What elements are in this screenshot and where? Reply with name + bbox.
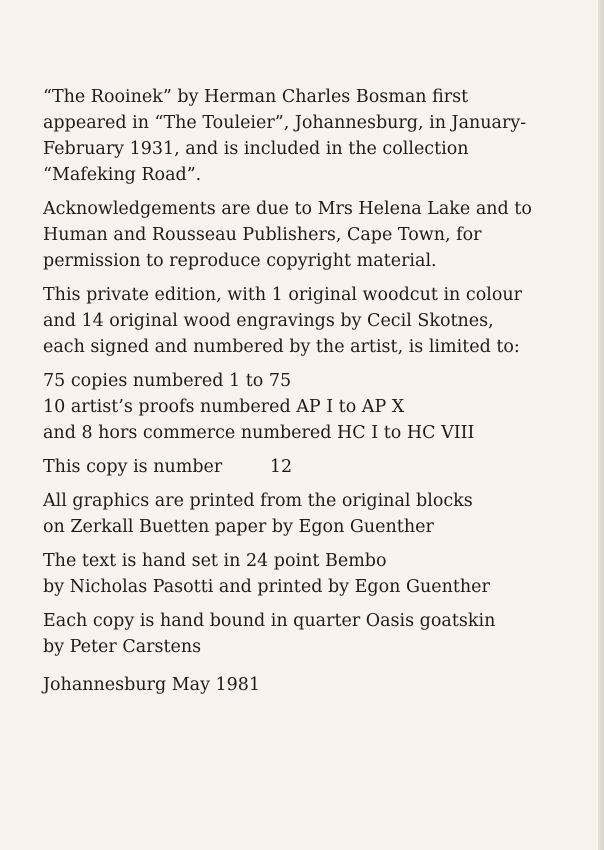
text-line: February 1931, and is included in the collection bbox=[43, 139, 469, 159]
text-line: on Zerkall Buetten paper by Egon Guenther bbox=[43, 517, 434, 537]
text-line: and 8 hors commerce numbered HC I to HC VIII bbox=[43, 423, 475, 443]
text-line: permission to reproduce copyright material. bbox=[43, 251, 437, 271]
copy-number-value: 12 bbox=[269, 457, 293, 477]
text-line: 75 copies numbered 1 to 75 bbox=[43, 371, 292, 391]
text-line: by Nicholas Pasotti and printed by Egon Guenther bbox=[43, 577, 490, 597]
place-and-date: Johannesburg May 1981 bbox=[43, 675, 261, 695]
paragraph-publication bbox=[43, 84, 563, 188]
text-line: The text is hand set in 24 point Bembo bbox=[43, 551, 387, 571]
text-line: Human and Rousseau Publishers, Cape Town, for bbox=[43, 225, 482, 245]
colophon-text bbox=[43, 84, 563, 698]
paragraph-binding bbox=[43, 608, 563, 660]
paragraph-acknowledgements bbox=[43, 196, 563, 274]
paragraph-edition bbox=[43, 282, 563, 360]
page-edge bbox=[598, 0, 604, 850]
copy-number-label: This copy is number bbox=[43, 457, 223, 477]
text-line: “Mafeking Road”. bbox=[43, 165, 202, 185]
text-line: “The Rooinek” by Herman Charles Bosman first bbox=[43, 87, 469, 107]
paragraph-numbering bbox=[43, 368, 563, 446]
text-line: each signed and numbered by the artist, is limited to: bbox=[43, 337, 520, 357]
text-line: appeared in “The Touleier”, Johannesburg, in January- bbox=[43, 113, 527, 133]
text-line: 10 artist’s proofs numbered AP I to AP X bbox=[43, 397, 405, 417]
paragraph-typesetting bbox=[43, 548, 563, 600]
text-line: This private edition, with 1 original woodcut in colour bbox=[43, 285, 522, 305]
text-line: All graphics are printed from the original blocks bbox=[43, 491, 473, 511]
text-line: and 14 original wood engravings by Cecil Skotnes, bbox=[43, 311, 494, 331]
paragraph-graphics bbox=[43, 488, 563, 540]
text-line: Each copy is hand bound in quarter Oasis goatskin bbox=[43, 611, 496, 631]
text-line: by Peter Carstens bbox=[43, 637, 202, 657]
copy-number-line bbox=[43, 454, 563, 480]
text-line: Acknowledgements are due to Mrs Helena Lake and to bbox=[43, 199, 532, 219]
